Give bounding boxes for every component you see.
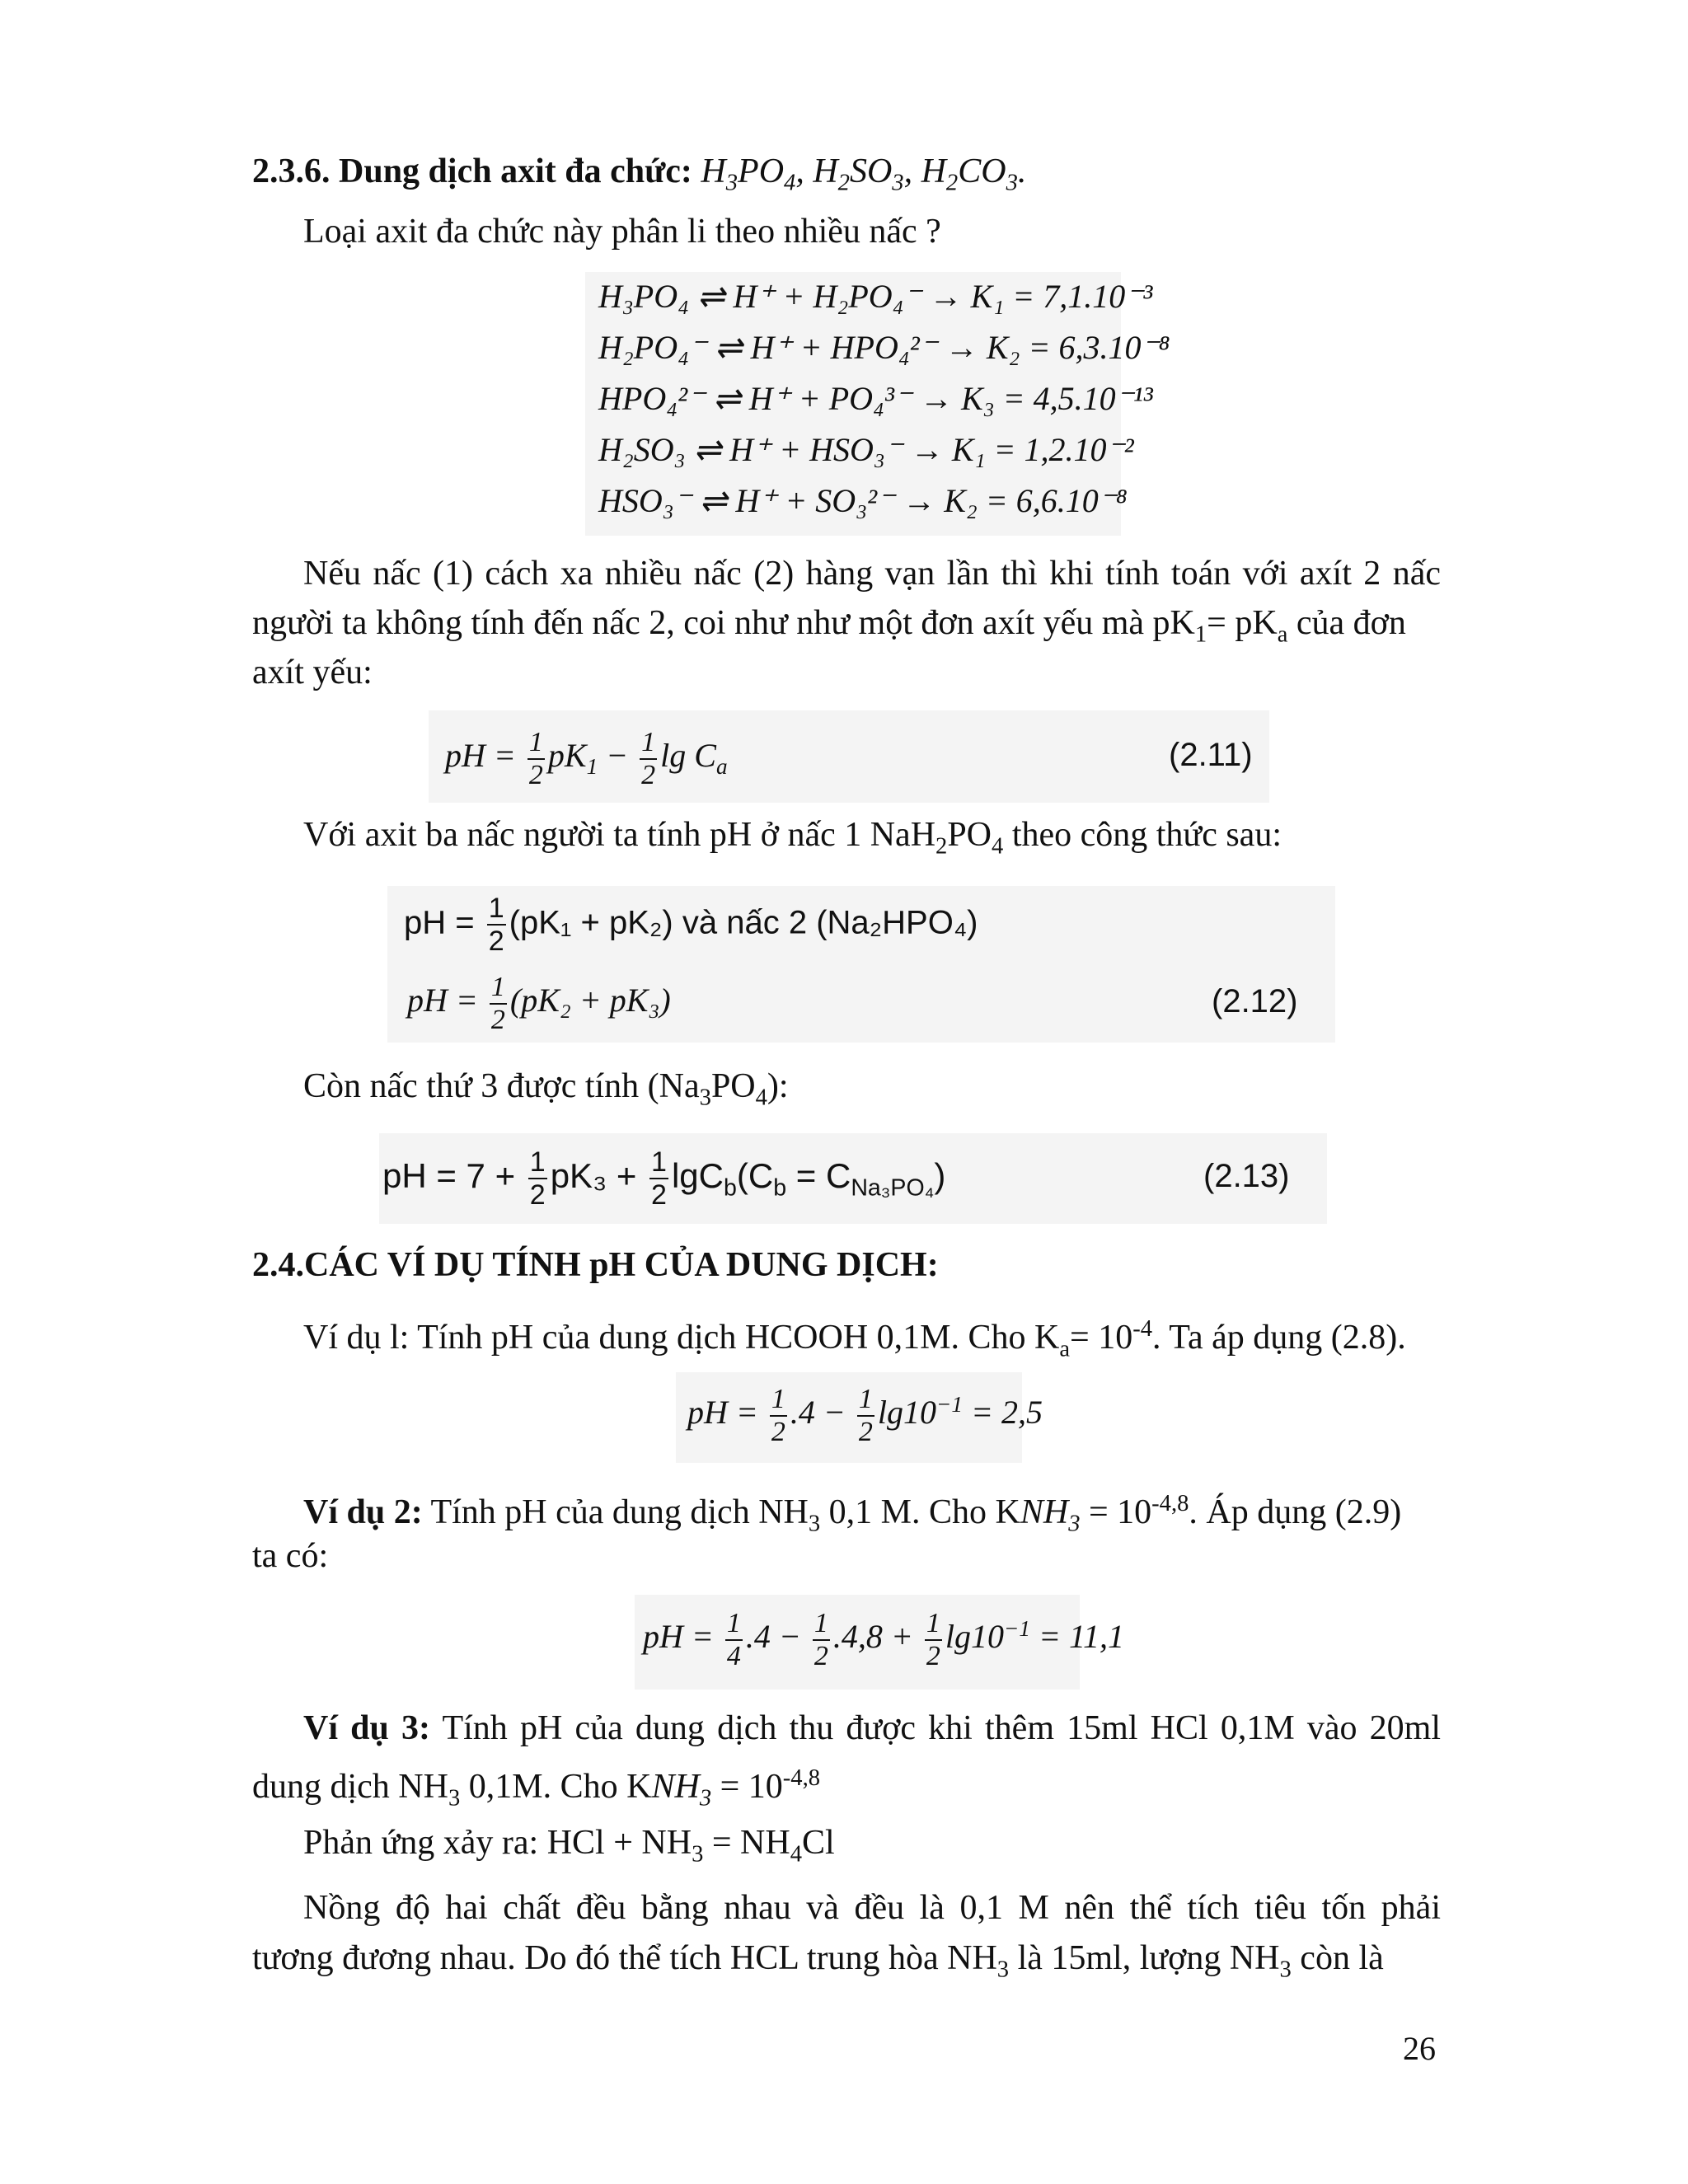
page-number: 26 — [1403, 2030, 1436, 2067]
paragraph-1-line-3: axít yếu: — [252, 654, 373, 691]
reaction-line: Phản ứng xảy ra: HCl + $NH_3 = NH_4Cl$ — [303, 1824, 835, 1868]
equilibria-block — [585, 272, 1170, 536]
example-1-equation-body: pH = $\frac{1}{2}$ .4 − $\frac{1}{2}$ $\lg 10^{-1} = 2,5$ — [687, 1384, 1043, 1447]
equation-2-12-line-2: pH = $\frac{1}{2}$ (pK₂ + pK₃) — [407, 972, 671, 1035]
example-3-line-1: Ví dụ 3: Tính pH của dung dịch thu được khi thêm 15ml HCl 0,1M vào 20ml — [303, 1709, 1441, 1747]
equation-number: (2.11) — [1169, 737, 1253, 773]
example-1-equation — [676, 1372, 1043, 1463]
paragraph-1-line-1: Nếu nấc (1) cách xa nhiều nấc (2) hàng vạn lần thì khi tính toán với axít 2 nấc — [303, 555, 1441, 593]
equation-number: (2.13) — [1203, 1158, 1290, 1194]
equation-2-13 — [379, 1133, 1327, 1224]
equilibrium-row: H₃PO₄ ⇌ H⁺ + H₂PO₄⁻ → K₁ = 7,1.10⁻³ — [598, 278, 1153, 315]
example-1-text: Ví dụ l: Tính pH của dung dịch HCOOH 0,1M. Cho $K_a= 10^{-4}$. Ta áp dụng (2.8). — [303, 1316, 1406, 1362]
section-heading-236 — [252, 148, 1026, 206]
section-heading-24: 2.4.CÁC VÍ DỤ TÍNH pH CỦA DUNG DỊCH: — [252, 1246, 939, 1284]
equilibrium-row: H₂SO₃ ⇌ H⁺ + HSO₃⁻ → K₁ = 1,2.10⁻² — [598, 431, 1134, 468]
example-2-equation-body: pH = $\frac{1}{4}$ .4 − $\frac{1}{2}$ .4,8 + $\frac{1}{2}$ $\lg 10^{-1} = 11,1$ — [643, 1608, 1124, 1671]
equilibrium-row: HPO₄²⁻ ⇌ H⁺ + PO₄³⁻ → K₃ = 4,5.10⁻¹³ — [598, 380, 1153, 417]
example-2-equation — [635, 1595, 1124, 1690]
equilibrium-row: HSO₃⁻ ⇌ H⁺ + SO₃²⁻ → K₂ = 6,6.10⁻⁸ — [598, 482, 1128, 519]
equation-2-11 — [429, 710, 1269, 803]
paragraph-3: Còn nấc thứ 3 được tính $(Na_3PO_4)$: — [303, 1067, 789, 1111]
equation-2-12-line-1: pH = $\frac{1}{2}$ (pK₁ + pK₂) và nấc 2 (Na₂HPO₄) — [404, 893, 978, 957]
intro-paragraph: Loại axit đa chức này phân li theo nhiều nấc ? — [303, 213, 941, 251]
equation-2-12 — [387, 886, 1335, 1043]
heading-text: 2.3.6. Dung dịch axit đa chức: — [252, 152, 701, 190]
equation-number: (2.12) — [1212, 983, 1298, 1019]
equation-2-11-body: pH = $\frac{1}{2}$ $pK_1$ − $\frac{1}{2}$ $\lg C_a$ — [445, 727, 728, 790]
paragraph-4-line-1: Nồng độ hai chất đều bằng nhau và đều là 0,1 M nên thể tích tiêu tốn phải — [303, 1889, 1441, 1927]
heading-formulas: $H_3PO_4$, $H_2SO_3$, $H_2CO_3$. — [701, 152, 1027, 196]
equation-2-13-body: pH = 7 + $\frac{1}{2}$ pK₃ + $\frac{1}{2}$ $\lg C_b(C_b = C_{Na_3PO_4})$ — [382, 1146, 946, 1211]
paragraph-4-line-2: tương đương nhau. Do đó thể tích HCL trung hòa $NH_3$ là 15ml, lượng $NH_3$ còn là — [252, 1939, 1384, 1983]
example-3-line-2: dung dịch $NH_3$ 0,1M. Cho $KNH_3 = 10^{-4,8}$ — [252, 1765, 820, 1811]
equilibrium-row: H₂PO₄⁻ ⇌ H⁺ + HPO₄²⁻ → K₂ = 6,3.10⁻⁸ — [598, 329, 1170, 366]
paragraph-2: Với axit ba nấc người ta tính pH ở nấc 1 $NaH_2PO_4$ theo công thức sau: — [303, 816, 1282, 860]
example-2-line-2: ta có: — [252, 1537, 329, 1575]
example-2-text: Ví dụ 2: Tính pH của dung dịch $NH_3$ 0,1 M. Cho $KNH_3 = 10^{-4,8}$. Áp dụng (2.9) — [303, 1491, 1402, 1537]
paragraph-1-line-2: người ta không tính đến nấc 2, coi như như một đơn axít yếu mà $pK_1= pK_a$ của đơn — [252, 604, 1406, 648]
